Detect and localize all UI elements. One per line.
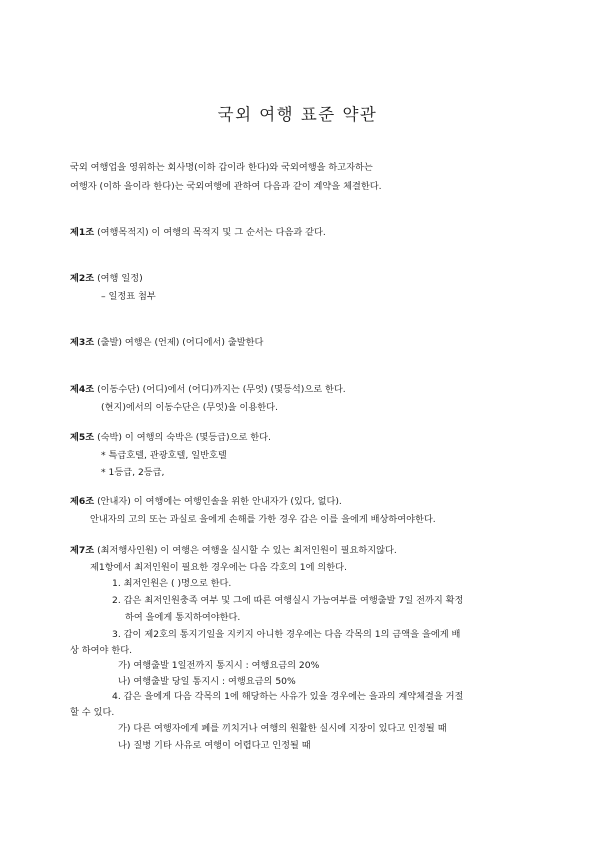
article-7-text: (최저행사인원) 이 여행은 여행을 실시할 수 있는 최저인원이 필요하지않다.	[94, 545, 397, 556]
article-7-line-10: 할 수 있다.	[70, 707, 115, 718]
article-7-label: 제7조	[70, 545, 95, 556]
article-4-text: (이동수단) (어디)에서 (어디)까지는 (무엇) (몇등석)으로 한다.	[94, 384, 346, 395]
article-5-label: 제5조	[70, 432, 95, 443]
article-3-text: (출발) 여행은 (언제) (어디에서) 출발한다	[94, 337, 264, 348]
article-2	[70, 273, 143, 285]
article-7-line-8: 나) 여행출발 당일 통지시 : 여행요금의 50%	[118, 676, 296, 687]
article-4-label: 제4조	[70, 384, 95, 395]
article-7-line-9: 4. 갑은 을에게 다음 각목의 1에 해당하는 사유가 있을 경우에는 을과의 계약체결을 거절	[112, 691, 464, 702]
article-6	[70, 496, 342, 508]
article-7	[70, 545, 397, 557]
article-7-line-12: 나) 질병 기타 사유로 여행이 어렵다고 인정될 때	[118, 740, 311, 751]
intro-line-2: 여행자 (이하 을이라 한다)는 국외여행에 관하여 다음과 같이 계약을 체결한다.	[70, 181, 382, 192]
article-4	[70, 384, 346, 396]
article-2-label: 제2조	[70, 273, 95, 284]
article-3	[70, 337, 263, 349]
article-5-sub-2: * 1등급, 2등급,	[101, 467, 165, 478]
article-7-line-6: 상 하여야 한다.	[70, 645, 133, 656]
article-3-label: 제3조	[70, 337, 95, 348]
article-2-sub-1: – 일정표 첨부	[101, 291, 156, 302]
page-title: 국외 여행 표준 약관	[217, 105, 378, 124]
article-7-line-2: 1. 최저인원은 ( )명으로 한다.	[112, 578, 232, 589]
article-6-text: (안내자) 이 여행에는 여행인솔을 위한 안내자가 (있다, 없다).	[94, 496, 342, 507]
article-7-line-7: 가) 여행출발 1일전까지 통지시 : 여행요금의 20%	[118, 660, 320, 671]
article-5-text: (숙박) 이 여행의 숙박은 (몇등급)으로 한다.	[94, 432, 271, 443]
article-7-line-11: 가) 다른 여행자에게 폐를 끼치거나 여행의 원활한 실시에 지장이 있다고 인정될 때	[118, 723, 447, 734]
article-7-line-5: 3. 갑이 제2호의 통지기일을 지키지 아니한 경우에는 다음 각목의 1의 금액을 을에게 배	[112, 629, 461, 640]
article-4-sub-1: (현지)에서의 이동수단은 (무엇)을 이용한다.	[101, 402, 278, 413]
article-7-line-1: 제1항에서 최저인원이 필요한 경우에는 다음 각호의 1에 의한다.	[90, 562, 347, 573]
intro-line-1: 국외 여행업을 영위하는 회사명(이하 갑이라 한다)와 국외여행을 하고자하는	[70, 162, 373, 173]
article-1-text: (여행목적지) 이 여행의 목적지 및 그 순서는 다음과 같다.	[94, 227, 326, 238]
article-1	[70, 227, 326, 239]
article-1-label: 제1조	[70, 227, 95, 238]
article-6-sub-1: 안내자의 고의 또는 과실로 을에게 손해를 가한 경우 갑은 이를 을에게 배상하여야한다.	[90, 514, 436, 525]
article-5	[70, 432, 271, 444]
article-6-label: 제6조	[70, 496, 95, 507]
article-5-sub-1: * 특급호텔, 관광호텔, 일반호텔	[101, 450, 227, 461]
article-7-line-3: 2. 갑은 최저인원충족 여부 및 그에 따른 여행실시 가능여부를 여행출발 7일 전까지 확정	[112, 595, 464, 606]
article-7-line-4: 하여 을에게 통지하여야한다.	[125, 612, 241, 623]
article-2-text: (여행 일정)	[94, 273, 143, 284]
